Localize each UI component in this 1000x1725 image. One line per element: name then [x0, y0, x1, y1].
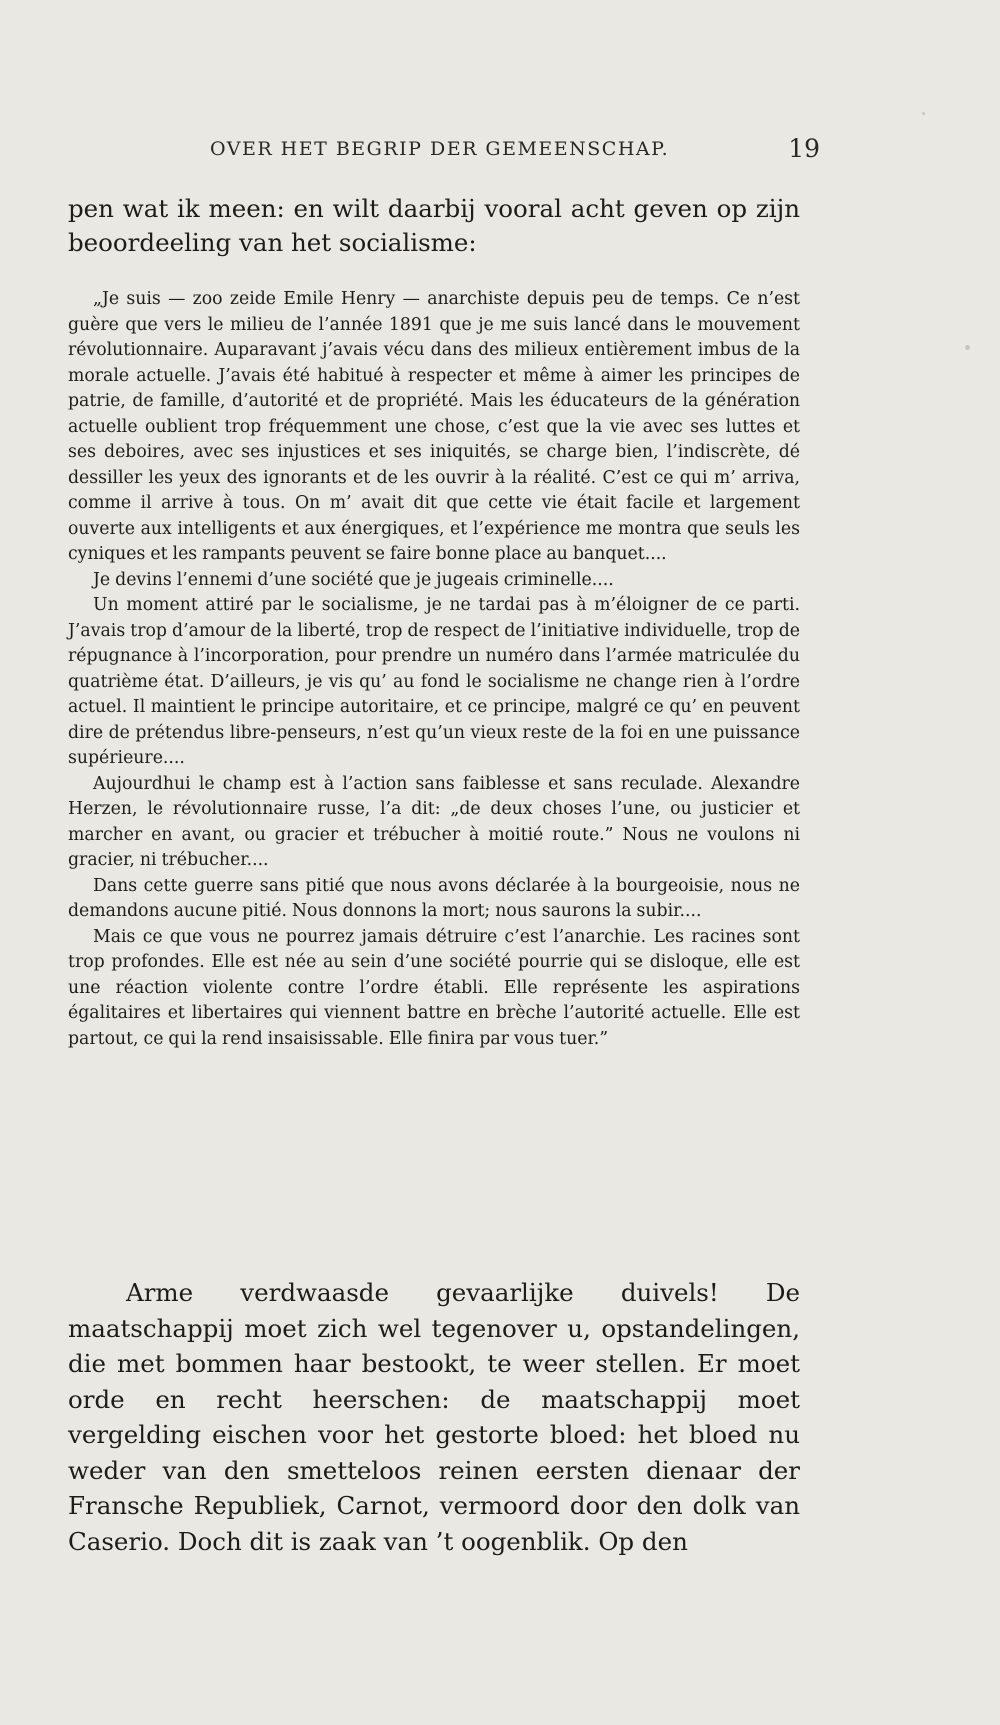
closing-paragraph: Arme verdwaasde gevaarlijke duivels! De maatschappij moet zich wel tegenover u, opstandelingen, die met bommen haar bestookt, te weer stellen. Er moet orde en recht heerschen: de maatschappij moet vergelding eischen voor het gestorte bloed: het bloed nu weder van den smetteloos reinen eersten dienaar der Fransche Republiek, Carnot, vermoord door den dolk van Caserio. Doch dit is zaak van ’t oogenblik. Op den — [68, 1278, 800, 1556]
quote-paragraph-1: „Je suis — zoo zeide Emile Henry — anarchiste depuis peu de temps. Ce n’est guère que vers le milieu de l’année 1891 que je me suis lancé dans le mouvement révolutionnaire. Auparavant j’avais vécu dans des milieux entièrement imbus de la morale actuelle. J’avais été habitué à respecter et même à aimer les principes de patrie, de famille, d’autorité et de propriété. Mais les éducateurs de la génération actuelle oublient trop fréquemment une chose, c’est que la vie avec ses luttes et ses deboires, avec ses injustices et ses iniquités, se charge bien, l’indiscrète, dé dessiller les yeux des ignorants et de les ouvrir à la réalité. C’est ce qui m’ arriva, comme il arrive à tous. On m’ avait dit que cette vie était facile et largement ouverte aux intelligents et aux énergiques, et l’expérience me montra que seuls les cyniques et les rampants peuvent se faire bonne place au banquet.... — [68, 289, 800, 564]
quote-paragraph-4: Aujourdhui le champ est à l’action sans faiblesse et sans reculade. Alexandre Herzen, le révolutionnaire russe, l’a dit: „de deux choses l’une, ou justicier et marcher en avant, ou gracier et trébucher à moitié route.” Nous ne voulons ni gracier, ni trébucher.... — [68, 773, 800, 870]
quote-paragraph-3: Un moment attiré par le socialisme, je ne tardai pas à m’éloigner de ce parti. J’avais trop d’amour de la liberté, trop de respect de l’initiative individuelle, trop de répugnance à l’incorporation, pour prendre un numéro dans l’armée matriculée du quatrième état. D’ailleurs, je vis qu’ au fond le socialisme ne change rien à l’ordre actuel. Il maintient le principe autoritaire, et ce principe, malgré ce qu’ en peuvent dire de prétendus libre-penseurs, n’est qu’un vieux reste de la foi en une puissance supérieure.... — [68, 595, 800, 768]
quote-paragraph-6: Mais ce que vous ne pourrez jamais détruire c’est l’anarchie. Les racines sont trop profondes. Elle est née au sein d’une société pourrie qui se disloque, elle est une réaction violente contre l’ordre établi. Elle représente les aspirations égalitaires et libertaires qui viennent battre en brèche l’autorité actuelle. Elle est partout, ce qui la rend insaisissable. Elle finira par vous tuer.” — [68, 926, 800, 1049]
paper-spot — [965, 345, 970, 350]
quote-paragraph-2: Je devins l’ennemi d’une société que je jugeais criminelle.... — [93, 569, 614, 590]
running-title: OVER HET BEGRIP DER GEMEENSCHAP. — [210, 138, 670, 160]
intro-text-block — [68, 192, 800, 260]
closing-text-block — [68, 1275, 800, 1559]
intro-paragraph: pen wat ik meen: en wilt daarbij vooral acht geven op zijn beoordeeling van het socialisme: — [68, 194, 800, 257]
paper-spot — [922, 112, 925, 115]
quoted-statement — [68, 287, 800, 1052]
page-number: 19 — [788, 134, 820, 163]
quote-paragraph-5: Dans cette guerre sans pitié que nous avons déclarée à la bourgeoisie, nous ne demandons aucune pitié. Nous donnons la mort; nous saurons la subir.... — [68, 875, 800, 921]
